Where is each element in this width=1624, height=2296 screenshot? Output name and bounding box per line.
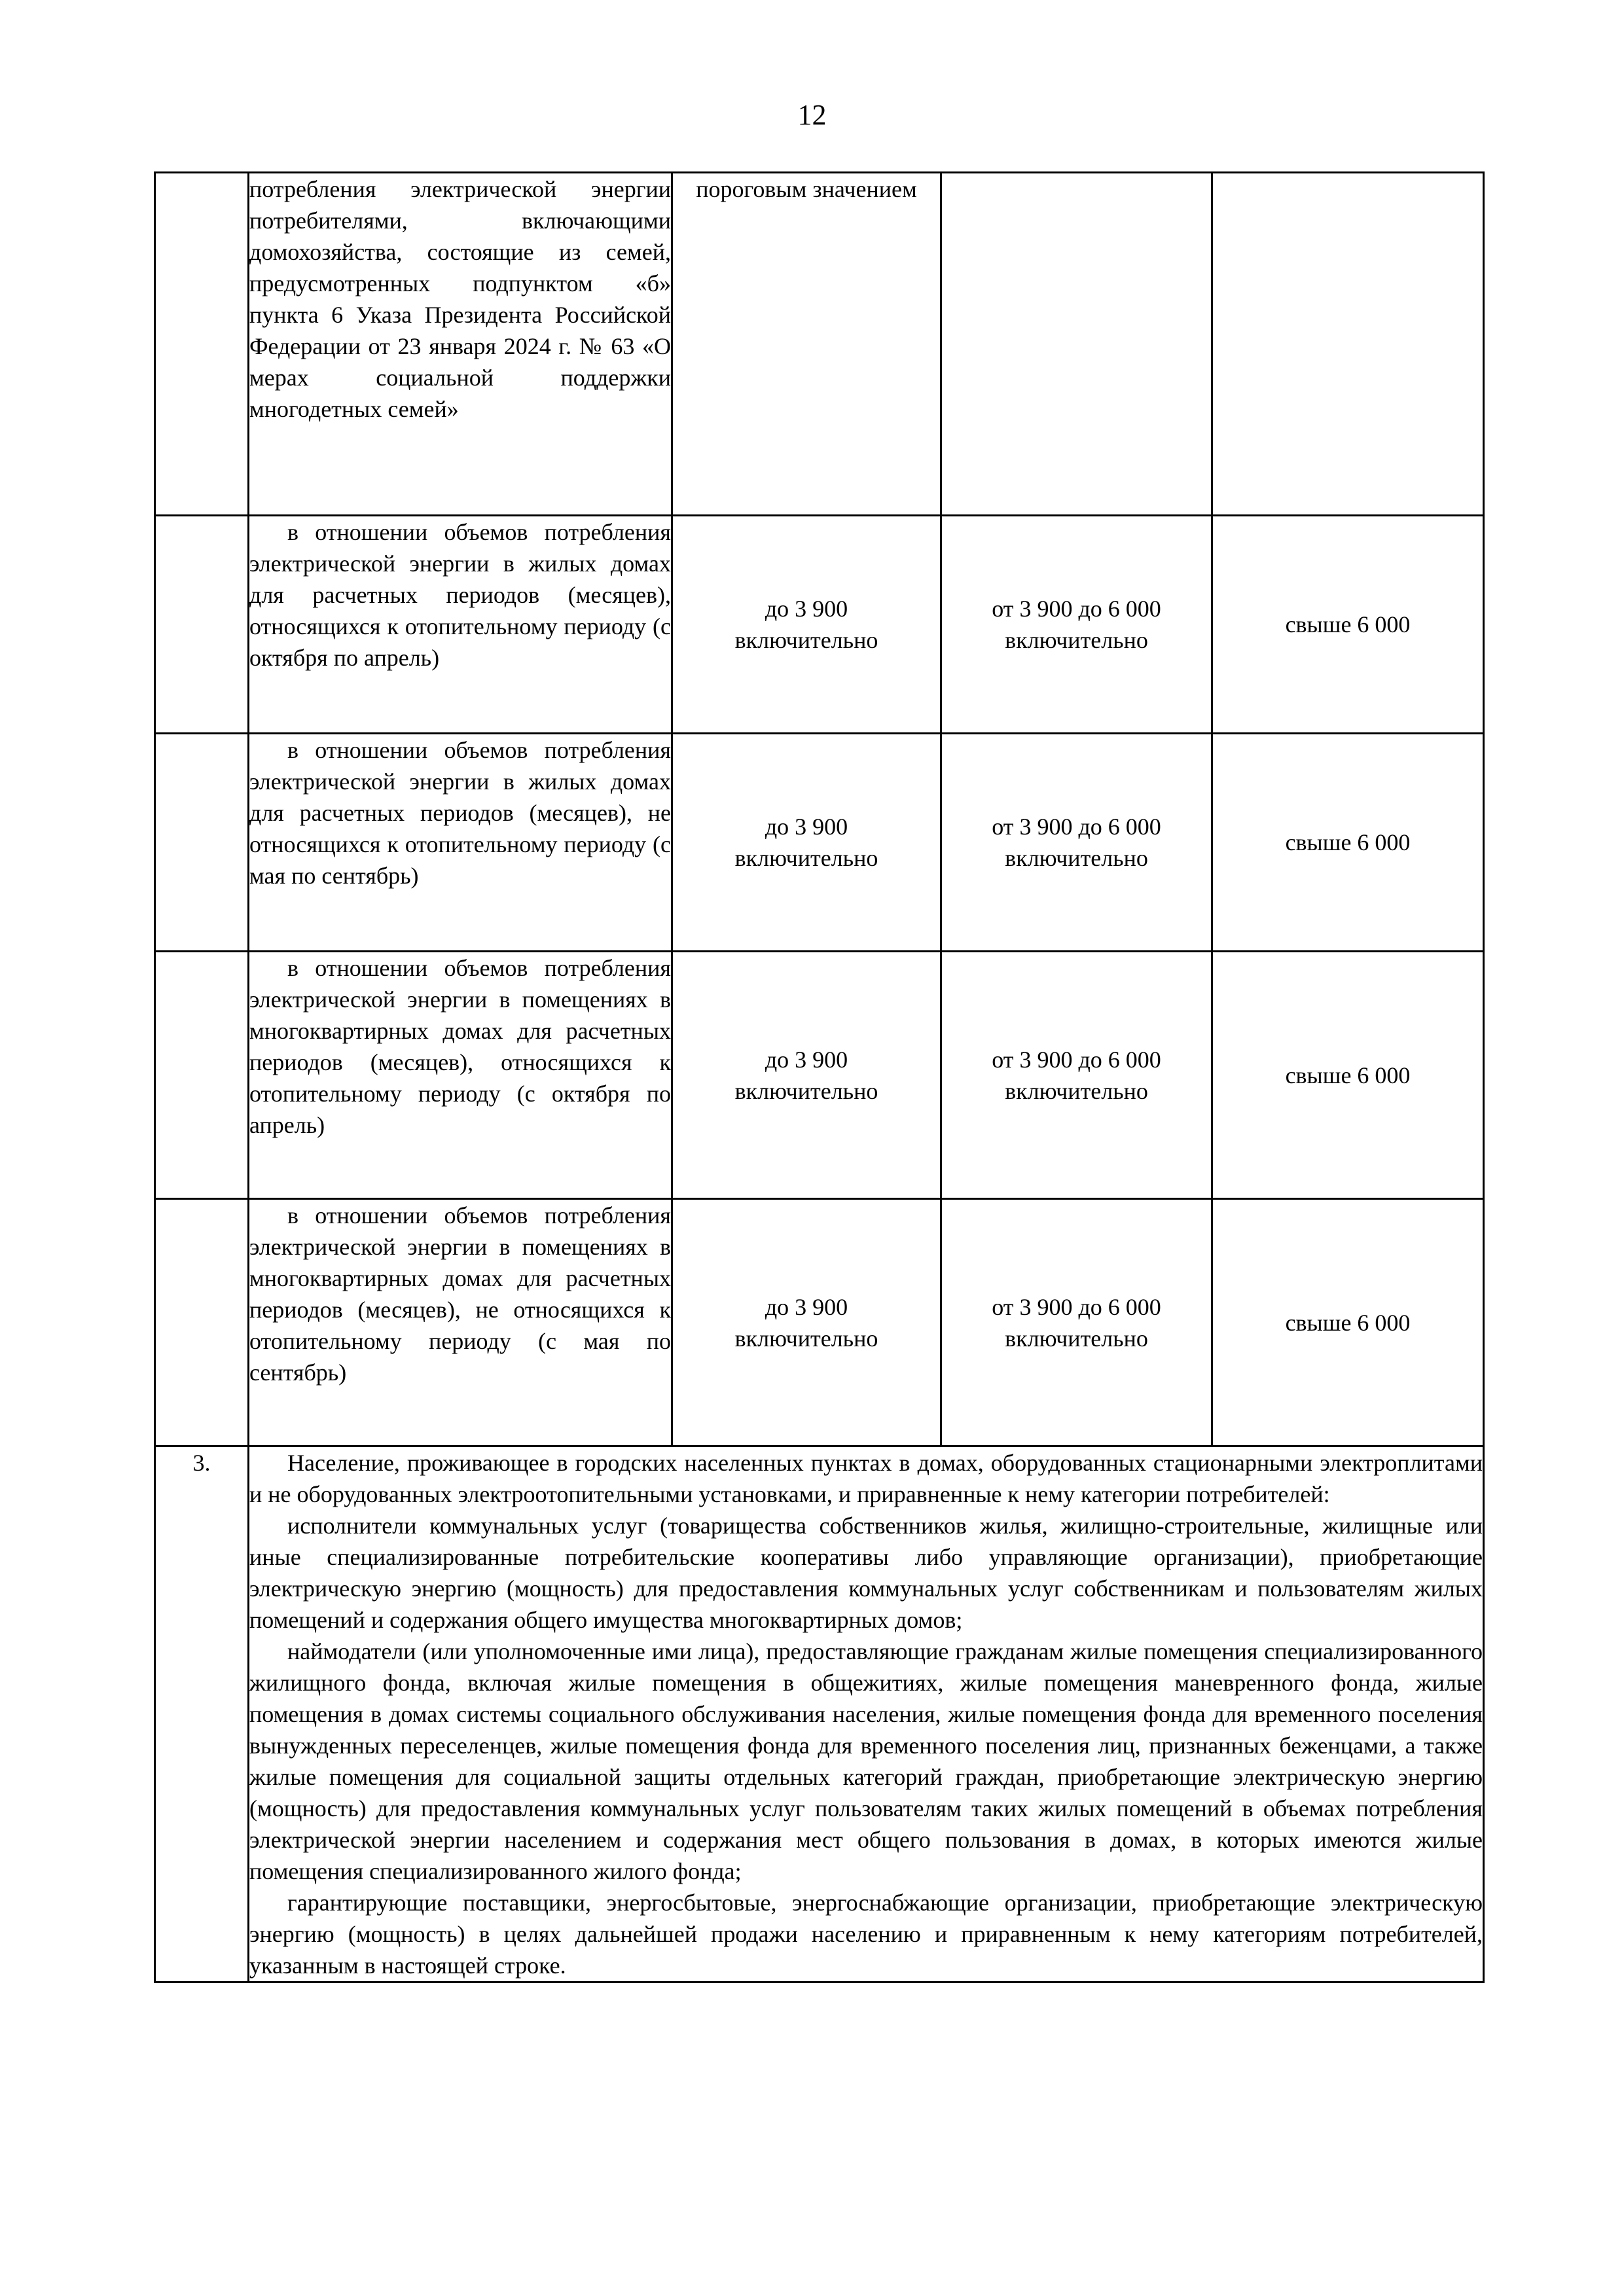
value-cell-2	[941, 1199, 1212, 1446]
row-number-cell	[155, 173, 249, 516]
row-number-cell	[155, 1199, 249, 1446]
value-cell-2	[941, 734, 1212, 952]
value-line: от 3 900 до 6 000	[992, 814, 1161, 840]
value-line: включительно	[734, 1325, 878, 1352]
section-3-text-cell	[249, 1446, 1484, 1982]
value-line: включительно	[734, 627, 878, 653]
value-cell-2	[941, 173, 1212, 516]
description-text: потребления электрической энергии потребителями, включающими домохозяйства, состоящие из семей, предусмотренных подпунктом «б» пункта 6 Указа Президента Российской Федерации от 23 января 2024 г. № 63 «О мерах социальной поддержки многодетных семей»	[249, 176, 671, 422]
value-line: до 3 900	[765, 814, 848, 840]
value-cell-2	[941, 516, 1212, 734]
value-line: до 3 900	[765, 596, 848, 622]
row-number-cell: 3.	[155, 1446, 249, 1982]
value-line: от 3 900 до 6 000	[992, 1293, 1161, 1320]
paragraph: исполнители коммунальных услуг (товарищества собственников жилья, жилищно-строительные, жилищные или иные специализированные потребительские кооперативы либо управляющие организации), приобретающие электрическую энергию (мощность) для предоставления коммунальных услуг собственникам и пользователям жилых помещений и содержания общего имущества многоквартирных домов;	[249, 1513, 1483, 1633]
value-cell-1: пороговым значением	[672, 173, 941, 516]
value-line: включительно	[1005, 1077, 1148, 1104]
value-line: от 3 900 до 6 000	[992, 596, 1161, 622]
value-line: до 3 900	[765, 1293, 848, 1320]
table-row	[155, 734, 1484, 952]
value-line: включительно	[734, 845, 878, 871]
description-text: в отношении объемов потребления электрической энергии в жилых домах для расчетных периодов (месяцев), не относящихся к отопительному периоду (с мая по сентябрь)	[249, 737, 671, 889]
value-line: включительно	[734, 1077, 878, 1104]
table-row	[155, 952, 1484, 1199]
value-cell-3: свыше 6 000	[1212, 1199, 1484, 1446]
description-cell	[249, 1199, 672, 1446]
description-text: в отношении объемов потребления электрической энергии в помещениях в многоквартирных домах для расчетных периодов (месяцев), не относящихся к отопительному периоду (с мая по сентябрь)	[249, 1202, 671, 1386]
description-cell	[249, 516, 672, 734]
value-cell-1	[672, 1199, 941, 1446]
value-cell-3: свыше 6 000	[1212, 952, 1484, 1199]
description-cell	[249, 952, 672, 1199]
row-number-cell	[155, 952, 249, 1199]
row-number-cell	[155, 734, 249, 952]
paragraph: Население, проживающее в городских населенных пунктах в домах, оборудованных стационарными электроплитами и не оборудованных электроотопительными установками, и приравненные к нему категории потребителей:	[249, 1450, 1483, 1507]
value-cell-1	[672, 734, 941, 952]
value-line: включительно	[1005, 627, 1148, 653]
paragraph: гарантирующие поставщики, энергосбытовые, энергоснабжающие организации, приобретающие электрическую энергию (мощность) в целях дальнейшей продажи населению и приравненным к нему категориям потребителей, указанным в настоящей строке.	[249, 1890, 1483, 1979]
value-cell-3: свыше 6 000	[1212, 516, 1484, 734]
tariff-table	[154, 171, 1485, 1983]
value-line: включительно	[1005, 845, 1148, 871]
value-cell-1	[672, 516, 941, 734]
description-text: в отношении объемов потребления электрической энергии в помещениях в многоквартирных домах для расчетных периодов (месяцев), относящихся к отопительному периоду (с октября по апрель)	[249, 955, 671, 1138]
description-cell	[249, 173, 672, 516]
page-number: 12	[797, 99, 827, 131]
value-cell-3: свыше 6 000	[1212, 734, 1484, 952]
value-cell-3	[1212, 173, 1484, 516]
value-cell-2	[941, 952, 1212, 1199]
value-line: включительно	[1005, 1325, 1148, 1352]
table-row	[155, 1199, 1484, 1446]
paragraph: наймодатели (или уполномоченные ими лица), предоставляющие гражданам жилые помещения специализированного жилищного фонда, включая жилые помещения в общежитиях, жилые помещения маневренного фонда, жилые помещения в домах системы социального обслуживания населения, жилые помещения фонда для временного поселения вынужденных переселенцев, жилые помещения фонда для временного поселения лиц, признанных беженцами, а также жилые помещения для социальной защиты отдельных категорий граждан, приобретающие электрическую энергию (мощность) для предоставления коммунальных услуг пользователям таких жилых помещений в объемах потребления электрической энергии населением и содержания мест общего пользования в домах, в которых имеются жилые помещения специализированного жилого фонда;	[249, 1638, 1483, 1884]
value-cell-1	[672, 952, 941, 1199]
description-cell	[249, 734, 672, 952]
description-text: в отношении объемов потребления электрической энергии в жилых домах для расчетных периодов (месяцев), относящихся к отопительному периоду (с октября по апрель)	[249, 519, 671, 671]
table-row	[155, 516, 1484, 734]
table-row-section-3	[155, 1446, 1484, 1982]
table-row-continuation	[155, 173, 1484, 516]
value-line: от 3 900 до 6 000	[992, 1046, 1161, 1073]
value-line: до 3 900	[765, 1046, 848, 1073]
row-number-cell	[155, 516, 249, 734]
